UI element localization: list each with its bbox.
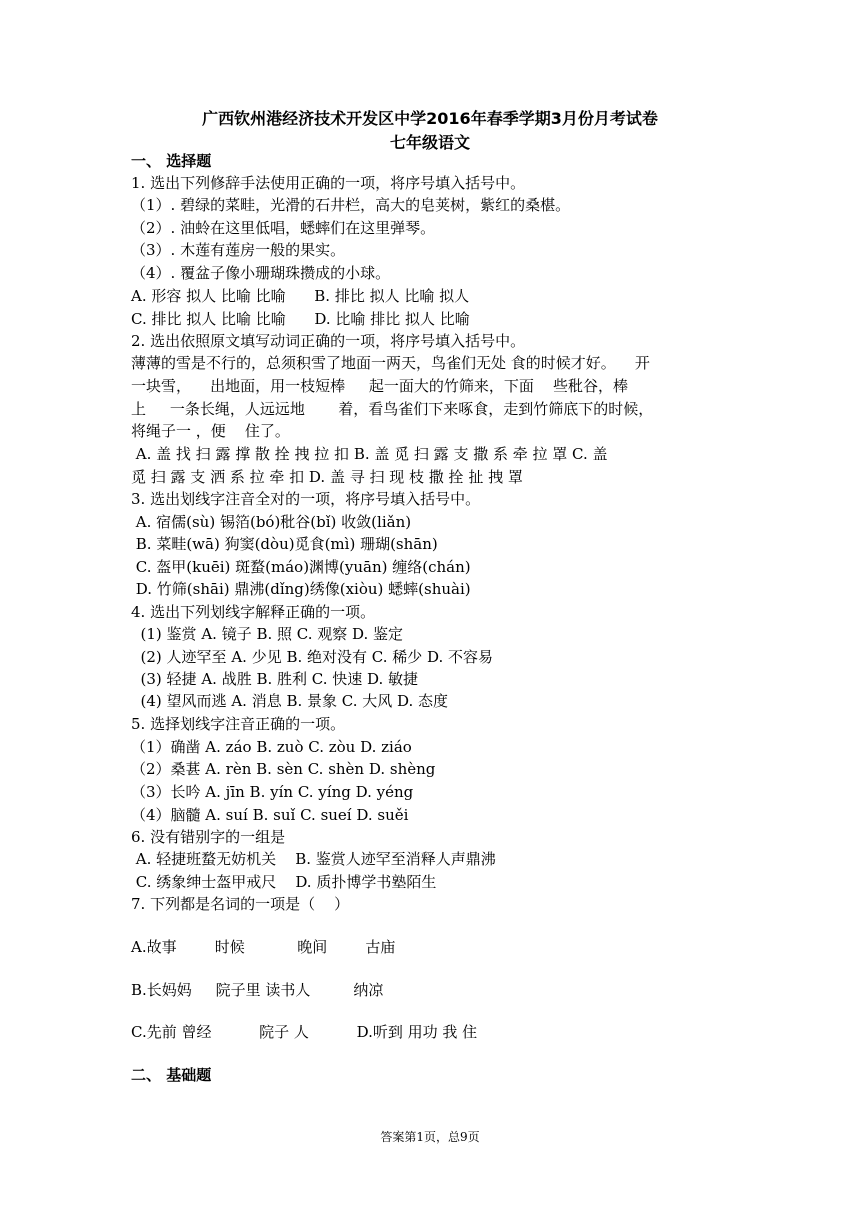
question-text: 4. 选出下列划线字解释正确的一项。 [131,603,376,621]
question-item: (2) 人迹罕至 A. 少见 B. 绝对没有 C. 稀少 D. 不容易 [131,648,494,666]
question-item: （1）. 碧绿的菜畦，光滑的石井栏，高大的皂荚树，紫红的桑椹。 [131,196,571,214]
question-item: (3) 轻捷 A. 战胜 B. 胜利 C. 快速 D. 敏捷 [131,670,419,688]
answer-options: 觅 扫 露 支 洒 系 拉 牵 扣 D. 盖 寻 扫 现 枝 撒 拴 扯 拽 罩 [131,468,523,486]
answer-option: A. 宿儒(sù) 锡箔(bó)秕谷(bǐ) 收敛(liǎn) [131,513,412,531]
answer-options: C. 绣象绅士盔甲戒尺 D. 质扑博学书塾陌生 [131,873,437,891]
passage-line: 薄薄的雪是不行的，总须积雪了地面一两天，鸟雀们无处 食的时候才好。 开 [131,354,650,372]
answer-options: A. 形容 拟人 比喻 比喻 B. 排比 拟人 比喻 拟人 [131,287,470,305]
answer-option: A.故事 时候 晚间 古庙 [131,938,396,956]
section-heading-choice: 一、 选择题 [131,152,212,170]
question-text: 5. 选择划线字注音正确的一项。 [131,715,346,733]
question-text: 6. 没有错别字的一组是 [131,828,286,846]
passage-line: 上 一条长绳，人远远地 着，看鸟雀们下来啄食，走到竹筛底下的时候， [131,400,654,418]
answer-option: C.先前 曾经 院子 人 D.听到 用功 我 住 [131,1023,478,1041]
section-heading-basic: 二、 基础题 [131,1066,212,1084]
question-item: （4）. 覆盆子像小珊瑚珠攒成的小球。 [131,264,391,282]
question-item: (4) 望风而逃 A. 消息 B. 景象 C. 大风 D. 态度 [131,692,449,710]
question-text: 2. 选出依照原文填写动词正确的一项，将序号填入括号中。 [131,332,526,350]
answer-options: A. 盖 找 扫 露 撑 散 拴 拽 拉 扣 B. 盖 觅 扫 露 支 撒 系 牵 拉 罩 C. 盖 [131,445,608,463]
question-item: （3）. 木莲有莲房一般的果实。 [131,241,346,259]
answer-options: C. 排比 拟人 比喻 比喻 D. 比喻 排比 拟人 比喻 [131,310,470,328]
question-text: 7. 下列都是名词的一项是（ ） [131,895,350,913]
question-item: （4）脑髓 A. suí B. suǐ C. sueí D. suěi [131,806,409,824]
question-text: 1. 选出下列修辞手法使用正确的一项，将序号填入括号中。 [131,174,526,192]
answer-option: B. 菜畦(wā) 狗窦(dòu)觅食(mì) 珊瑚(shān) [131,535,438,553]
question-text: 3. 选出划线字注音全对的一项，将序号填入括号中。 [131,490,481,508]
question-item: （2）桑葚 A. rèn B. sèn C. shèn D. shèng [131,760,436,778]
question-item: (1) 鉴赏 A. 镜子 B. 照 C. 观察 D. 鉴定 [131,625,404,643]
question-item: （1）确凿 A. záo B. zuò C. zòu D. ziáo [131,738,412,756]
passage-line: 一块雪， 出地面，用一枝短棒 起一面大的竹筛来，下面 些秕谷，棒 [131,377,628,395]
document-subtitle: 七年级语文 [389,133,470,152]
answer-options: A. 轻捷班蝥无妨机关 B. 鉴赏人迹罕至消释人声鼎沸 [131,850,496,868]
answer-option: C. 盔甲(kuēi) 斑蝥(máo)渊博(yuān) 缠络(chán) [131,558,471,576]
document-title: 广西钦州港经济技术开发区中学2016年春季学期3月份月考试卷 [202,109,658,128]
page-footer: 答案第1页，总9页 [380,1130,480,1144]
passage-line: 将绳子一 ，便 住了。 [131,422,290,440]
answer-option: B.长妈妈 院子里 读书人 纳凉 [131,981,384,999]
question-item: （3）长吟 A. jīn B. yín C. yíng D. yéng [131,783,414,801]
question-item: （2）. 油蛉在这里低唱，蟋蟀们在这里弹琴。 [131,219,436,237]
answer-option: D. 竹筛(shāi) 鼎沸(dǐng)绣像(xiòu) 蟋蟀(shuài) [131,580,471,598]
